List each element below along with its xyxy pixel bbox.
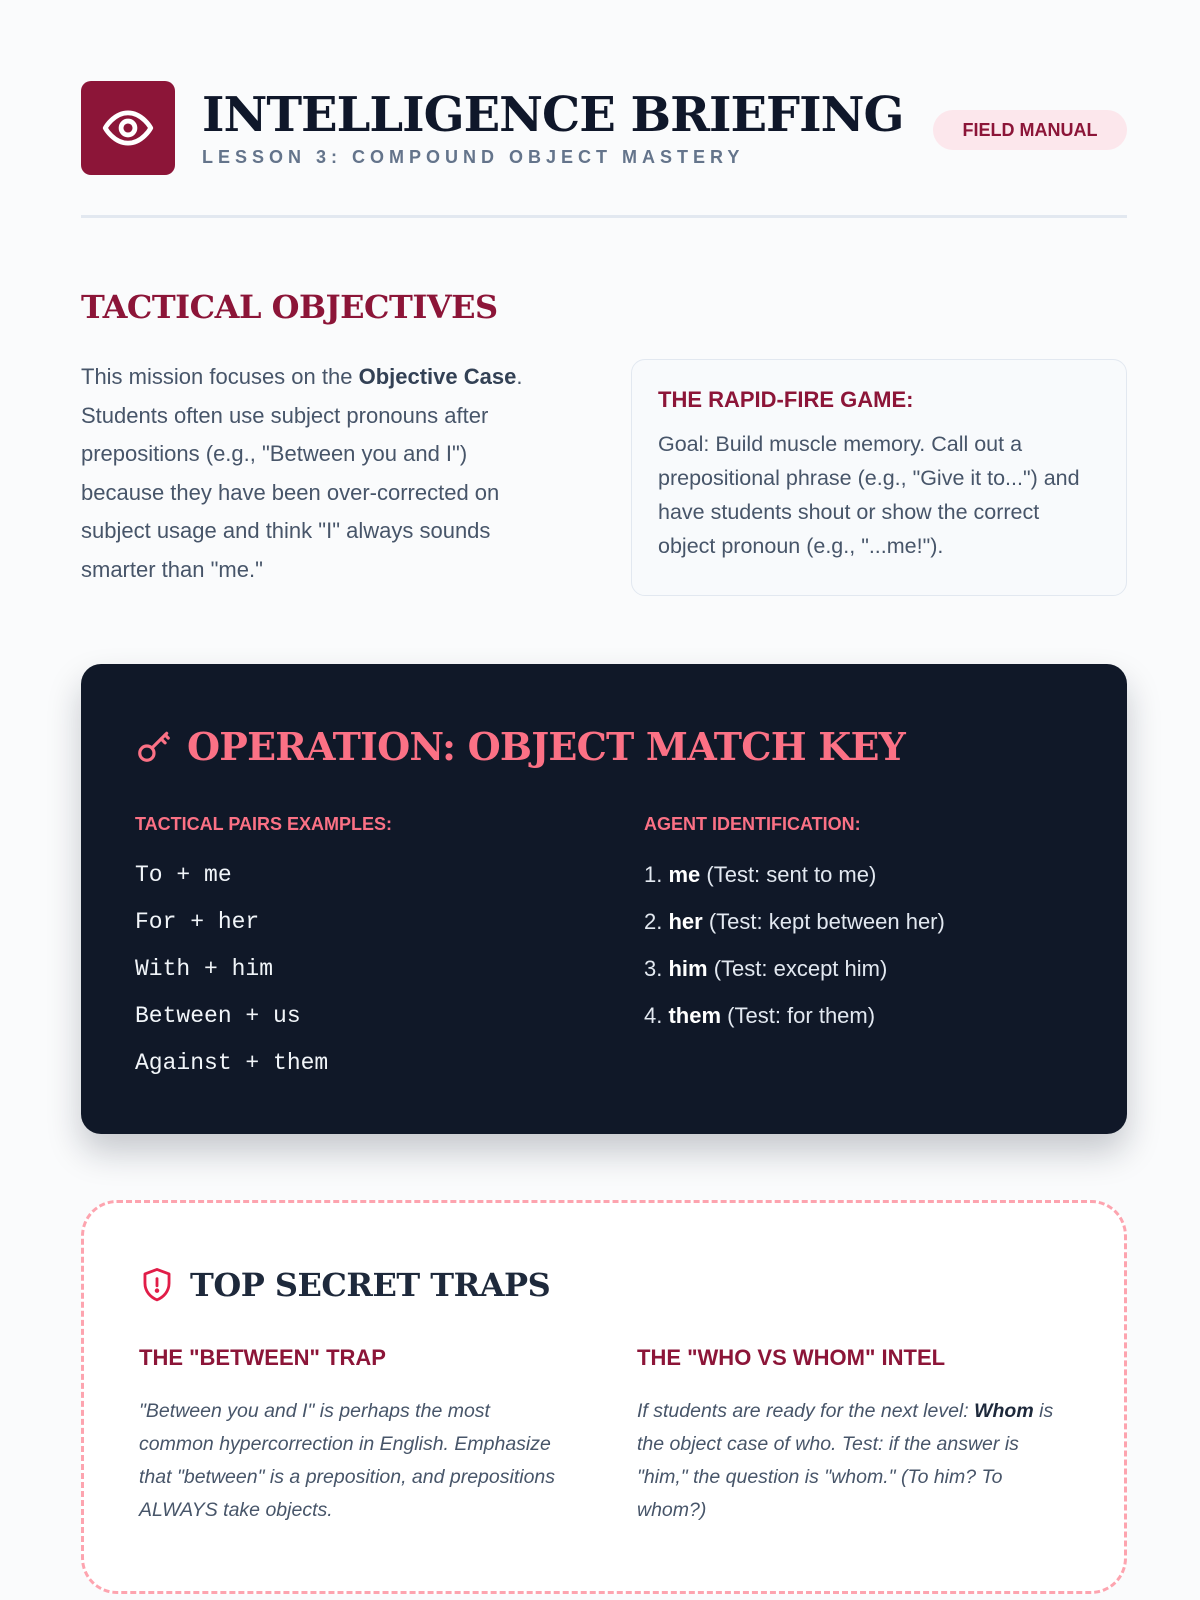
who-vs-whom-text: If students are ready for the next level: Whom is the object case of who. Test: if the answer is "him," the question is "whom." (To him? To whom?) — [637, 1400, 1054, 1521]
list-item: With + him — [135, 956, 274, 982]
objectives-heading: TACTICAL OBJECTIVES — [81, 288, 498, 326]
agent-identification-heading: AGENT IDENTIFICATION: — [644, 814, 861, 834]
tactical-pairs-list — [135, 860, 328, 1095]
logo — [81, 81, 175, 175]
rapid-fire-game-card — [631, 359, 1127, 596]
objective-case-emphasis: Objective Case — [358, 364, 517, 389]
list-item: Between + us — [135, 1003, 301, 1029]
operation-panel — [81, 664, 1127, 1134]
operation-title: OPERATION: OBJECT MATCH KEY — [187, 723, 905, 769]
objectives-text: This mission focuses on the Objective Case. Students often use subject pronouns after prepositions (e.g., "Between you and I") because they have been over-corrected on subject usage and think "I" always sounds smarter than "me." — [81, 364, 523, 582]
briefing-page — [81, 0, 1127, 1600]
eye-icon — [102, 102, 154, 154]
traps-title-row — [140, 1263, 550, 1307]
rapid-fire-text: Goal: Build muscle memory. Call out a prepositional phrase (e.g., "Give it to...") and have students shout or show the correct object pronoun (e.g., "...me!"). — [658, 432, 1080, 558]
list-item: 4. them (Test: for them) — [644, 1003, 876, 1028]
shield-alert-icon — [140, 1266, 174, 1304]
list-item: 1. me (Test: sent to me) — [644, 862, 877, 887]
who-vs-whom-title: THE "WHO VS WHOM" INTEL — [637, 1345, 946, 1370]
key-icon — [135, 727, 173, 765]
list-item: For + her — [135, 909, 260, 935]
page-subtitle: LESSON 3: COMPOUND OBJECT MASTERY — [202, 147, 745, 167]
operation-title-row — [135, 721, 905, 771]
field-manual-badge: FIELD MANUAL — [933, 110, 1127, 150]
list-item: Against + them — [135, 1050, 329, 1076]
header-divider — [81, 215, 1127, 218]
who-vs-whom-intel — [637, 1345, 1067, 1527]
header — [81, 81, 1127, 217]
agent-identification-list — [644, 860, 945, 1048]
page-title: INTELLIGENCE BRIEFING — [202, 87, 904, 143]
list-item: 2. her (Test: kept between her) — [644, 909, 945, 934]
between-trap-title: THE "BETWEEN" TRAP — [139, 1345, 386, 1370]
top-secret-traps-panel — [81, 1200, 1127, 1594]
tactical-pairs-heading: TACTICAL PAIRS EXAMPLES: — [135, 814, 393, 834]
rapid-fire-title: THE RAPID-FIRE GAME: — [658, 387, 914, 412]
between-trap-text: "Between you and I" is perhaps the most common hypercorrection in English. Emphasize that "between" is a preposition, and prepositions ALWAYS take objects. — [139, 1400, 556, 1521]
list-item: To + me — [135, 862, 232, 888]
list-item: 3. him (Test: except him) — [644, 956, 888, 981]
traps-title: TOP SECRET TRAPS — [190, 1266, 551, 1304]
between-trap — [139, 1345, 569, 1527]
